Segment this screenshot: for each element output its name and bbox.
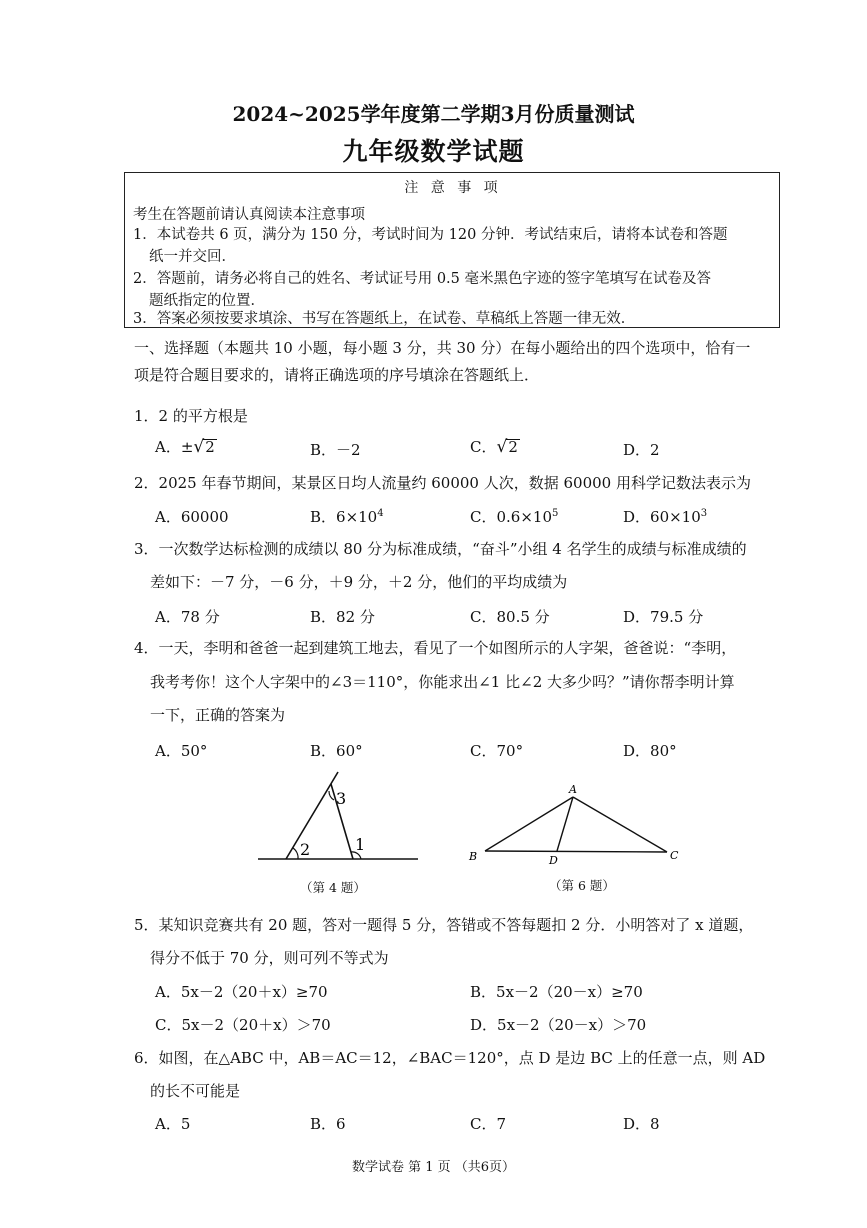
q5-option-c: C．5x－2（20＋x）＞70 xyxy=(155,1016,331,1034)
radical-sign: √ xyxy=(496,437,508,457)
side-bc xyxy=(485,851,667,852)
figure-4-diagram xyxy=(250,770,430,870)
q4-option-d: D．80° xyxy=(623,742,677,760)
q6-option-c: C．7 xyxy=(470,1115,507,1133)
radical-sign: √ xyxy=(193,437,205,457)
label-point-a: A xyxy=(569,783,577,796)
side-ac xyxy=(573,797,667,852)
figure-6-caption: （第 6 题） xyxy=(549,878,615,893)
q1-option-c-label: C． xyxy=(470,438,497,456)
question-4-line3: 一下，正确的答案为 xyxy=(150,706,286,724)
q2-option-a: A．60000 xyxy=(155,508,229,526)
exam-subtitle: 九年级数学试题 xyxy=(342,137,525,166)
exam-title: 2024~2025学年度第二学期3月份质量测试 xyxy=(232,102,635,126)
angle-2-arc xyxy=(293,848,298,859)
notice-item: 1．本试卷共 6 页，满分为 150 分，考试时间为 120 分钟．考试结束后，请将本试卷和答题 xyxy=(133,227,728,243)
q2-option-c-exponent: 5 xyxy=(552,508,559,519)
q5-option-d: D．5x－2（20－x）＞70 xyxy=(470,1016,647,1034)
radicand: 2 xyxy=(205,438,215,456)
label-point-d: D xyxy=(549,854,558,866)
notice-item: 题纸指定的位置． xyxy=(149,293,265,309)
q2-option-d xyxy=(623,506,707,527)
q2-option-b xyxy=(310,506,384,527)
notice-item: 2．答题前，请务必将自己的姓名、考试证号用 0.5 毫米黑色字迹的签字笔填写在试卷及答 xyxy=(133,271,711,287)
label-point-b: B xyxy=(469,850,478,863)
q1-option-a-label: A．± xyxy=(155,438,194,456)
q3-option-c: C．80.5 分 xyxy=(470,608,550,626)
question-3-line1: 3．一次数学达标检测的成绩以 80 分为标准成绩，“奋斗”小组 4 名学生的成绩与标准成绩的 xyxy=(134,540,747,558)
label-point-c: C xyxy=(670,849,679,862)
question-6-line1: 6．如图，在△ABC 中，AB＝AC＝12，∠BAC＝120°，点 D 是边 BC 上的任意一点，则 AD xyxy=(134,1049,766,1067)
q1-option-d: D．2 xyxy=(623,441,660,459)
section-instructions-line2: 项是符合题目要求的，请将正确选项的序号填涂在答题纸上． xyxy=(134,366,540,384)
q1-option-a xyxy=(155,436,217,457)
question-5-line2: 得分不低于 70 分，则可列不等式为 xyxy=(150,949,389,967)
q6-option-a: A．5 xyxy=(155,1115,191,1133)
q4-option-c: C．70° xyxy=(470,742,524,760)
radicand: 2 xyxy=(508,438,518,456)
q2-option-d-exponent: 3 xyxy=(700,508,708,519)
label-angle-2: 2 xyxy=(300,840,311,859)
figure-6-diagram xyxy=(465,782,685,866)
question-1-stem: 1．2 的平方根是 xyxy=(134,407,248,425)
q2-option-c-base: C．0.6×10 xyxy=(470,508,552,526)
label-angle-3: 3 xyxy=(336,789,347,808)
q1-option-c xyxy=(470,436,520,457)
q5-option-a: A．5x－2（20＋x）≥70 xyxy=(155,983,328,1001)
notice-heading: 注 意 事 项 xyxy=(404,180,502,196)
question-4-line2: 我考考你！这个人字架中的∠3＝110°，你能求出∠1 比∠2 大多少吗？”请你帮李明计算 xyxy=(150,673,735,691)
notice-intro: 考生在答题前请认真阅读本注意事项 xyxy=(133,207,365,223)
q2-option-c xyxy=(470,506,558,527)
q6-option-b: B．6 xyxy=(310,1115,346,1133)
label-angle-1: 1 xyxy=(355,835,366,854)
q2-option-b-base: B．6×10 xyxy=(310,508,378,526)
notice-box xyxy=(124,172,780,328)
figure-4-caption: （第 4 题） xyxy=(300,880,366,895)
q4-option-a: A．50° xyxy=(155,742,208,760)
q4-option-b: B．60° xyxy=(310,742,363,760)
q5-option-b: B．5x－2（20－x）≥70 xyxy=(470,983,643,1001)
q1-option-b: B．－2 xyxy=(310,441,361,459)
q6-option-d: D．8 xyxy=(623,1115,660,1133)
question-5-line1: 5．某知识竞赛共有 20 题，答对一题得 5 分，答错或不答每题扣 2 分．小明答对了 x 道题， xyxy=(134,916,754,934)
page-footer: 数学试卷 第 1 页 （共6页） xyxy=(351,1160,516,1175)
notice-item: 纸一并交回． xyxy=(149,249,236,265)
q3-option-a: A．78 分 xyxy=(155,608,220,626)
question-6-line2: 的长不可能是 xyxy=(150,1082,241,1100)
q3-option-b: B．82 分 xyxy=(310,608,375,626)
notice-item: 3．答案必须按要求填涂、书写在答题纸上，在试卷、草稿纸上答题一律无效． xyxy=(133,311,636,327)
q3-option-d: D．79.5 分 xyxy=(623,608,704,626)
q2-option-d-base: D．60×10 xyxy=(623,508,701,526)
question-2-stem: 2．2025 年春节期间，某景区日均人流量约 60000 人次，数据 60000 用科学记数法表示为 xyxy=(134,474,751,492)
section-instructions-line1: 一、选择题（本题共 10 小题，每小题 3 分，共 30 分）在每小题给出的四个选项中，恰有一 xyxy=(134,339,751,357)
question-4-line1: 4．一天，李明和爸爸一起到建筑工地去，看见了一个如图所示的人字架，爸爸说：“李明， xyxy=(134,639,737,657)
left-beam xyxy=(286,772,338,859)
question-3-line2: 差如下：－7 分，－6 分，＋9 分，＋2 分，他们的平均成绩为 xyxy=(150,573,568,591)
q2-option-b-exponent: 4 xyxy=(377,508,384,519)
